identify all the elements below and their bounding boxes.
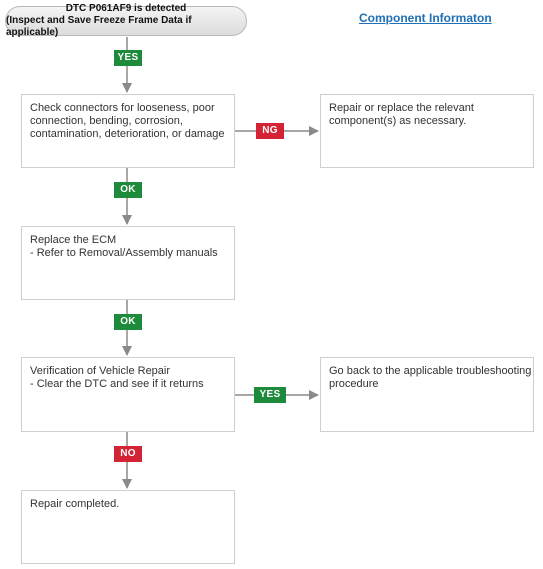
step-repair-replace bbox=[320, 94, 534, 168]
step-text-line: - Refer to Removal/Assembly manuals bbox=[30, 247, 218, 259]
start-node-dtc-detected bbox=[5, 3, 247, 38]
step-repair-completed bbox=[21, 490, 235, 564]
step-text-line: Repair completed. bbox=[30, 498, 120, 510]
yes-label-start: YES bbox=[114, 50, 142, 66]
step-text-line: Check connectors for looseness, poor bbox=[30, 102, 215, 114]
ng-label: NG bbox=[256, 123, 284, 139]
step-text-line: Verification of Vehicle Repair bbox=[30, 365, 171, 377]
step-replace-ecm bbox=[21, 226, 235, 300]
step-verification bbox=[21, 357, 235, 432]
start-subtitle: (Inspect and Save Freeze Frame Data if applicable) bbox=[6, 15, 192, 38]
step-go-back bbox=[320, 357, 534, 432]
step-text-line: Repair or replace the relevant bbox=[329, 102, 474, 114]
component-information-link[interactable]: Component Informaton bbox=[359, 11, 492, 25]
ok-label-1: OK bbox=[114, 182, 142, 198]
step-text-line: Go back to the applicable troubleshooting bbox=[329, 365, 532, 377]
yes-label-verify: YES bbox=[254, 387, 286, 403]
step-text-line: connection, bending, corrosion, bbox=[30, 115, 183, 127]
no-label: NO bbox=[114, 446, 142, 462]
start-title: DTC P061AF9 is detected bbox=[65, 3, 187, 14]
step-text-line: component(s) as necessary. bbox=[329, 115, 467, 127]
step-text-line: contamination, deterioration, or damage bbox=[30, 128, 225, 140]
step-text-line: procedure bbox=[329, 378, 379, 390]
step-text-line: - Clear the DTC and see if it returns bbox=[30, 378, 204, 390]
step-check-connectors bbox=[21, 94, 235, 168]
ok-label-2: OK bbox=[114, 314, 142, 330]
step-text-line: Replace the ECM bbox=[30, 234, 117, 246]
